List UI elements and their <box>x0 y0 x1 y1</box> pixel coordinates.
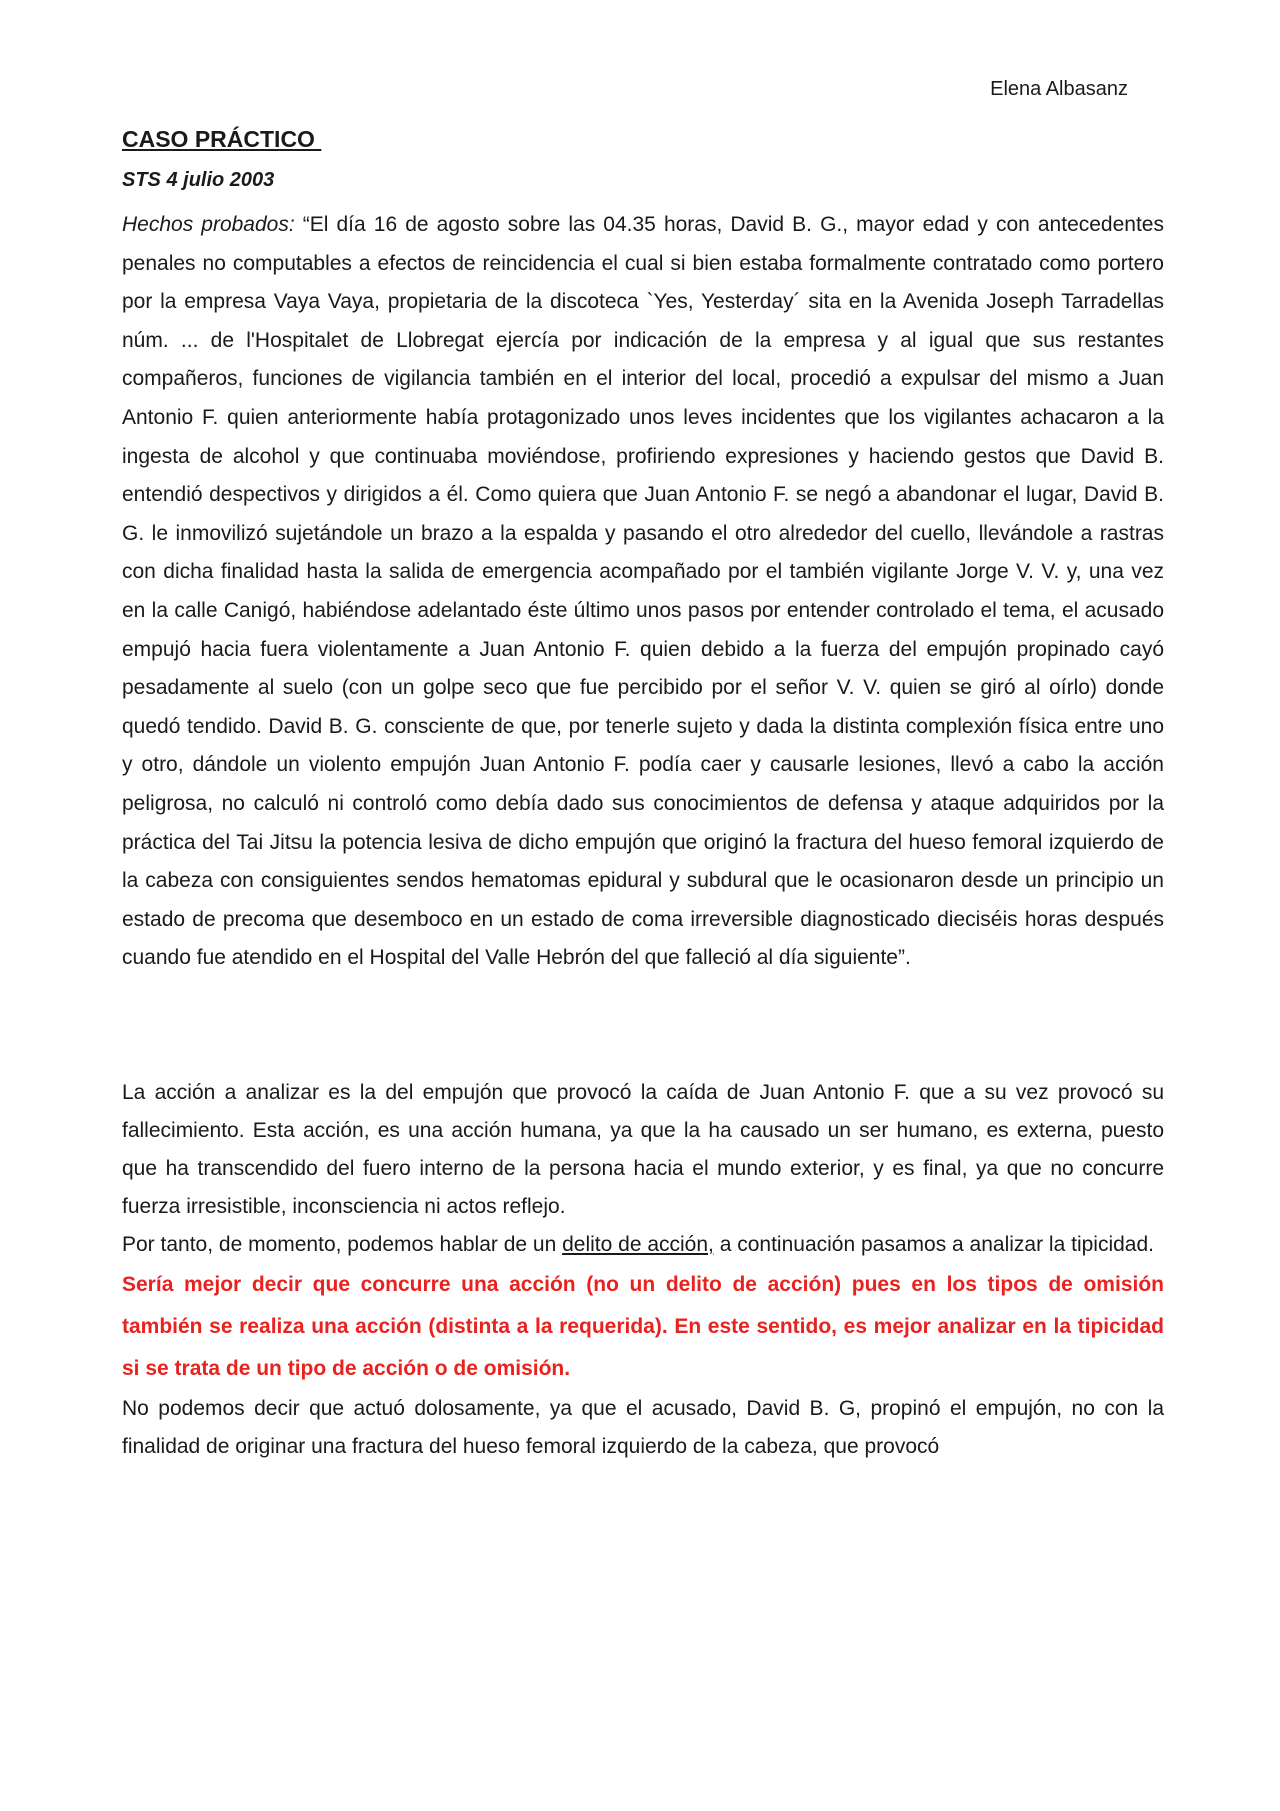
page-title: CASO PRÁCTICO <box>122 126 322 152</box>
section-spacer <box>122 978 1164 1074</box>
author-name: Elena Albasanz <box>990 78 1128 100</box>
underlined-term: delito de acción, <box>562 1232 714 1256</box>
document-body <box>122 124 1164 1466</box>
intent-paragraph: No podemos decir que actuó dolosamente, ya que el acusado, David B. G, propinó el empujón, no con la finalidad de originar una fractura del hueso femoral izquierdo de la cabeza, que provocó <box>122 1396 1164 1458</box>
conclusion-before: Por tanto, de momento, podemos hablar de un <box>122 1232 563 1256</box>
facts-paragraph <box>122 206 1164 978</box>
analysis-section <box>122 1074 1164 1466</box>
action-analysis-paragraph: La acción a analizar es la del empujón que provocó la caída de Juan Antonio F. que a su vez provocó su fallecimiento. Esta acción, es una acción humana, ya que la ha causado un ser humano, es externa, puesto que ha transcendido del fuero interno de la persona hacia el mundo exterior, y es final, ya que no concurre fuerza irresistible, inconsciencia ni actos reflejo. <box>122 1080 1164 1218</box>
correction-comment: Sería mejor decir que concurre una acción (no un delito de acción) pues en los tipos de omisión también se realiza una acción (distinta a la requerida). En este sentido, es mejor analizar en la tipicidad si se trata de un tipo de acción o de omisión. <box>122 1272 1164 1380</box>
conclusion-after: a continuación pasamos a analizar la tipicidad. <box>713 1232 1154 1256</box>
case-reference: STS 4 julio 2003 <box>122 169 275 191</box>
conclusion-paragraph <box>122 1226 1164 1264</box>
facts-text: “El día 16 de agosto sobre las 04.35 horas, David B. G., mayor edad y con antecedentes penales no computables a efectos de reincidencia el cual si bien estaba formalmente contratado como portero por la empresa Vaya Vaya, propietaria de la discoteca `Yes, Yesterday´ sita en la Avenida Joseph Tarradellas núm. ... de l'Hospitalet de Llobregat ejercía por indicación de la empresa y al igual que sus restantes compañeros, funciones de vigilancia también en el interior del local, procedió a expulsar del mismo a Juan Antonio F. quien anteriormente había protagonizado unos leves incidentes que los vigilantes achacaron a la ingesta de alcohol y que continuaba moviéndose, profiriendo expresiones y haciendo gestos que David B. entendió despectivos y dirigidos a él. Como quiera que Juan Antonio F. se negó a abandonar el lugar, David B. G. le inmovilizó sujetándole un brazo a la espalda y pasando el otro alrededor del cuello, llevándole a rastras con dicha finalidad hasta la salida de emergencia acompañado por el también vigilante Jorge V. V. y, una vez en la calle Canigó, habiéndose adelantado éste último unos pasos por entender controlado el tema, el acusado empujó hacia fuera violentamente a Juan Antonio F. quien debido a la fuerza del empujón propinado cayó pesadamente al suelo (con un golpe seco que fue percibido por el señor V. V. quien se giró al oírlo) donde quedó tendido. David B. G. consciente de que, por tenerle sujeto y dada la distinta complexión física entre uno y otro, dándole un violento empujón Juan Antonio F. podía caer y causarle lesiones, llevó a cabo la acción peligrosa, no calculó ni controló como debía dado sus conocimientos de defensa y ataque adquiridos por la práctica del Tai Jitsu la potencia lesiva de dicho empujón que originó la fractura del hueso femoral izquierdo de la cabeza con consiguientes sendos hematomas epidural y subdural que le ocasionaron desde un principio un estado de precoma que desemboco en un estado de coma irreversible diagnosticado dieciséis horas después cuando fue atendido en el Hospital del Valle Hebrón del que falleció al día siguiente”. <box>122 213 1164 970</box>
facts-label: Hechos probados: <box>122 213 295 236</box>
